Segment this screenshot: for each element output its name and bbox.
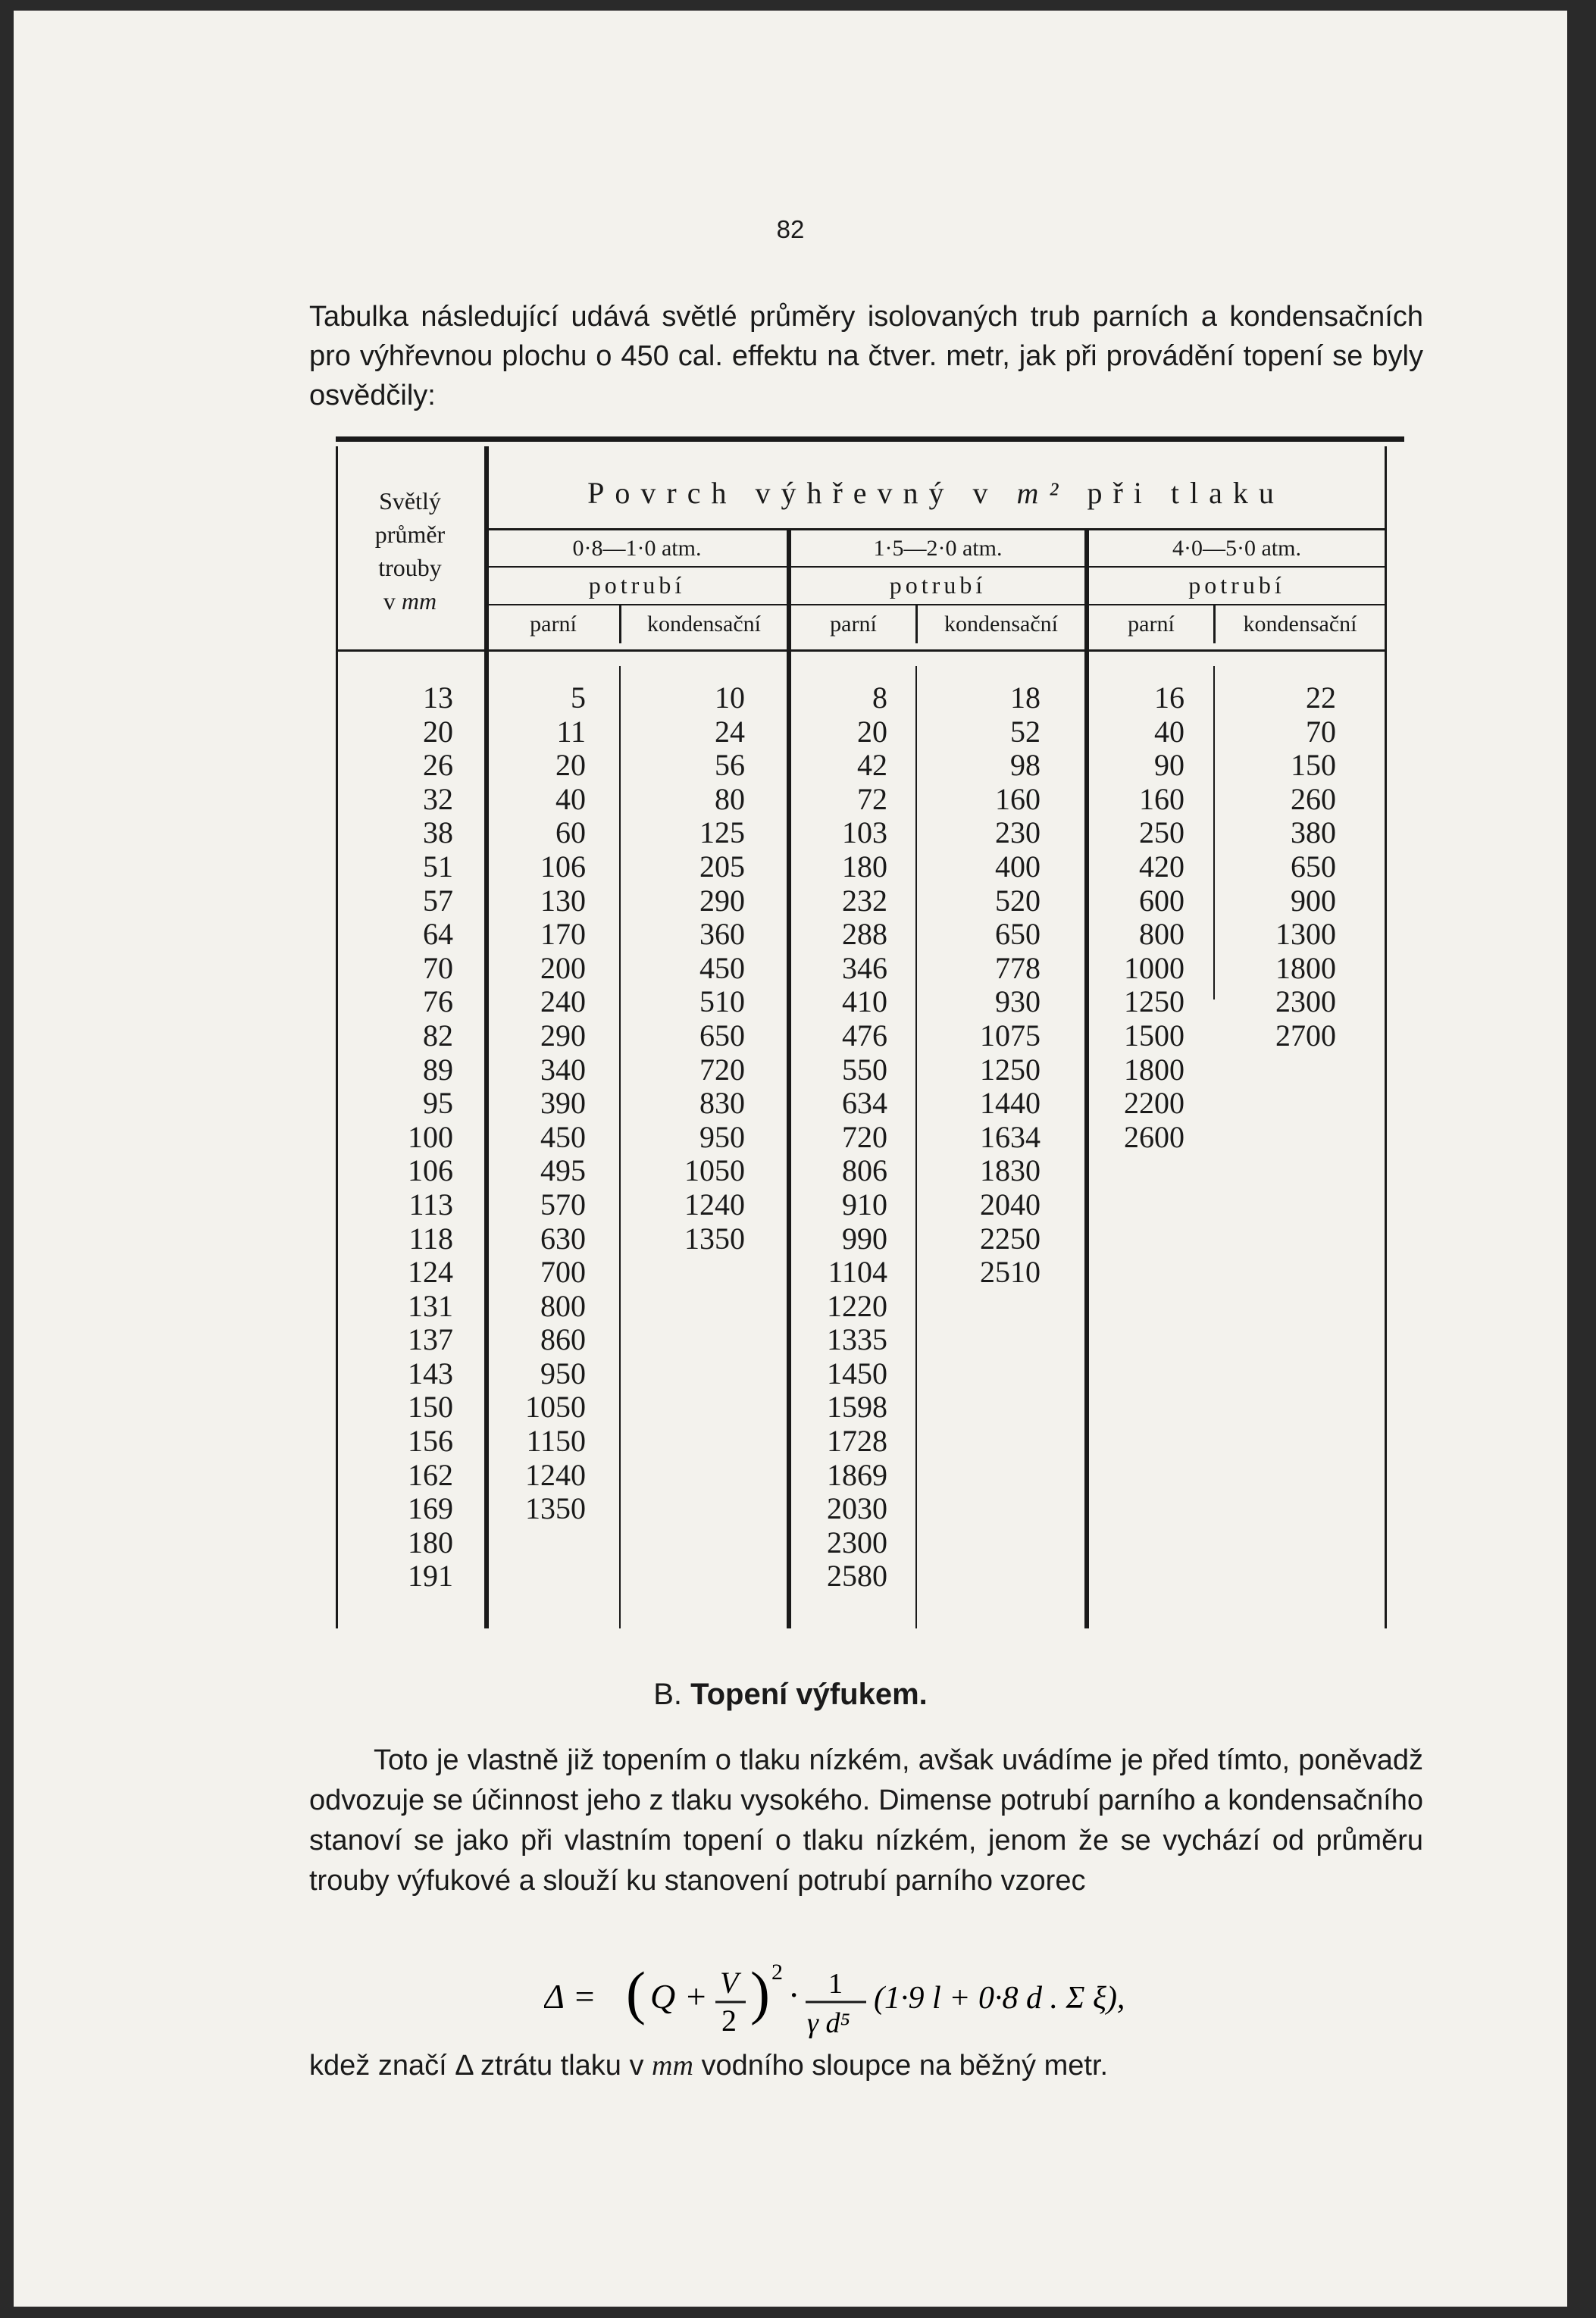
table-cell: 800 (540, 1288, 586, 1323)
pressure-header-2: 1·5—2·0 atm. (873, 536, 1003, 561)
table-cell: 95 (423, 1086, 453, 1121)
table-cell: 930 (995, 984, 1041, 1019)
table-cell: 150 (408, 1390, 453, 1425)
formula-f-den: γ d⁵ (807, 2007, 850, 2039)
table-cell: 191 (408, 1559, 453, 1594)
table-cell: 1240 (684, 1187, 745, 1222)
table-cell: 1598 (827, 1390, 887, 1425)
table-cell: 51 (423, 849, 453, 884)
table-cell: 476 (842, 1018, 887, 1053)
table-cell: 230 (995, 815, 1041, 850)
header-rule-2 (487, 566, 1385, 568)
table-cell: 290 (699, 883, 745, 918)
footer-pre: kdež značí Δ ztrátu tlaku v (309, 2050, 644, 2082)
table-cell: 52 (1010, 714, 1041, 749)
table-cell: 240 (540, 984, 586, 1019)
subheader-kondensacni-3: kondensační (1243, 612, 1357, 637)
table-cell: 1075 (980, 1018, 1041, 1053)
table-cell: 103 (842, 815, 887, 850)
table-cell: 160 (1139, 781, 1184, 816)
table-cell: 2580 (827, 1559, 887, 1594)
table-cell: 170 (540, 917, 586, 952)
table-cell: 180 (842, 849, 887, 884)
formula-v-den: 2 (721, 2004, 737, 2038)
table-cell: 22 (1306, 680, 1336, 715)
table-cell: 60 (555, 815, 586, 850)
formula-tail: (1·9 l + 0·8 d . Σ ξ), (874, 1981, 1125, 2016)
table-cell: 2700 (1275, 1018, 1336, 1053)
table-cell: 1300 (1275, 917, 1336, 952)
table-cell: 82 (423, 1018, 453, 1053)
table-cell: 2250 (980, 1221, 1041, 1256)
table-cell: 720 (699, 1052, 745, 1087)
table-cell: 260 (1291, 781, 1336, 816)
sub-divider-2 (915, 666, 917, 1628)
section-title-text: Topení výfukem. (690, 1678, 928, 1711)
table-cell: 118 (408, 1221, 453, 1256)
table-cell: 1634 (980, 1119, 1041, 1154)
table-border-left (336, 446, 338, 1628)
table-cell: 16 (1154, 680, 1184, 715)
table-cell: 380 (1291, 815, 1336, 850)
table-cell: 900 (1291, 883, 1336, 918)
table-cell: 1240 (525, 1457, 586, 1492)
footer-line (309, 2049, 1423, 2082)
table-top-rule (336, 436, 1404, 442)
formula (544, 1958, 1196, 2041)
pipe-diameter-table (336, 446, 1404, 1628)
formula-q: Q + (650, 1977, 708, 2016)
table-cell: 42 (857, 748, 887, 783)
table-cell: 2200 (1124, 1086, 1184, 1121)
table-cell: 1104 (828, 1255, 887, 1290)
table-cell: 1335 (827, 1322, 887, 1357)
main-header-unit: m² (1016, 476, 1069, 510)
table-cell: 950 (540, 1356, 586, 1390)
left-header-line-1: Světlý (379, 487, 441, 515)
table-cell: 650 (1291, 849, 1336, 884)
table-cell: 150 (1291, 748, 1336, 783)
table-cell: 40 (1154, 714, 1184, 749)
table-cell: 20 (555, 748, 586, 783)
table-cell: 130 (540, 883, 586, 918)
left-header-line-3: trouby (378, 554, 442, 581)
intro-paragraph: Tabulka následující udává světlé průměry isolovaných trub parních a kondensačních pro výhřevnou plochu o 450 cal. effektu na čtver. metr, jak při provádění topení se byly osvědčily: (309, 301, 1423, 411)
table-cell: 2040 (980, 1187, 1041, 1222)
subheader-parni-2: parní (830, 612, 877, 637)
table-cell: 40 (555, 781, 586, 816)
table-cell: 570 (540, 1187, 586, 1222)
body-text: Toto je vlastně již topením o tlaku nízkém, avšak uvádíme je před tímto, poněvadž odvozuje se účinnost jeho z tlaku vysokého. Dimense potrubí parního a kondensačního stanoví se jako při vlastním topení o tlaku nízkém, jenom že se vychází od průměru trouby výfukové a slouží ku stanovení potrubí parního vzorec (309, 1744, 1423, 1897)
col-p3-parni (1109, 681, 1184, 1154)
table-cell: 100 (408, 1119, 453, 1154)
table-cell: 450 (699, 950, 745, 985)
sub-divider-1 (619, 666, 621, 1628)
table-cell: 2510 (980, 1255, 1041, 1290)
table-cell: 778 (995, 950, 1041, 985)
table-cell: 1869 (827, 1457, 887, 1492)
formula-v-num: V (720, 1966, 739, 2000)
table-cell: 113 (408, 1187, 453, 1222)
table-cell: 56 (715, 748, 745, 783)
table-cell: 20 (423, 714, 453, 749)
subheader-parni-3: parní (1128, 612, 1175, 637)
table-cell: 1050 (684, 1153, 745, 1188)
table-cell: 495 (540, 1153, 586, 1188)
table-cell: 72 (857, 781, 887, 816)
table-cell: 200 (540, 950, 586, 985)
table-cell: 13 (423, 680, 453, 715)
potrubi-label-2: potrubí (889, 571, 987, 599)
potrubi-label-1: potrubí (588, 571, 686, 599)
table-cell: 98 (1010, 748, 1041, 783)
col-p2-kondensacni (965, 681, 1041, 1290)
col-diameter (381, 681, 453, 1594)
main-header-suffix: při tlaku (1087, 476, 1285, 510)
table-cell: 1250 (1124, 984, 1184, 1019)
table-cell: 232 (842, 883, 887, 918)
table-border-right (1385, 446, 1387, 1628)
table-cell: 2600 (1124, 1119, 1184, 1154)
table-cell: 630 (540, 1221, 586, 1256)
table-cell: 700 (540, 1255, 586, 1290)
formula-dot: · (788, 1975, 800, 2014)
pressure-header-1: 0·8—1·0 atm. (572, 536, 702, 561)
table-cell: 1728 (827, 1424, 887, 1459)
table-cell: 76 (423, 984, 453, 1019)
table-cell: 1440 (980, 1086, 1041, 1121)
unit-mm: mm (401, 587, 437, 615)
table-cell: 5 (571, 680, 586, 715)
table-cell: 1800 (1275, 950, 1336, 985)
footer-post: vodního sloupce na běžný metr. (701, 2050, 1109, 2082)
table-cell: 2030 (827, 1491, 887, 1526)
table-cell: 143 (408, 1356, 453, 1390)
table-cell: 990 (842, 1221, 887, 1256)
table-cell: 288 (842, 917, 887, 952)
table-cell: 137 (408, 1322, 453, 1357)
table-cell: 2300 (827, 1525, 887, 1559)
table-cell: 340 (540, 1052, 586, 1087)
header-rule-bottom (336, 649, 1387, 652)
table-cell: 390 (540, 1086, 586, 1121)
main-header-text: Povrch výhřevný v (587, 476, 999, 510)
table-cell: 1800 (1124, 1052, 1184, 1087)
section-title (14, 1678, 1567, 1712)
table-cell: 70 (423, 950, 453, 985)
table-cell: 70 (1306, 714, 1336, 749)
pressure-divider-2 (1084, 530, 1089, 1628)
table-cell: 106 (408, 1153, 453, 1188)
table-cell: 90 (1154, 748, 1184, 783)
formula-lhs: Δ = (544, 1977, 596, 2016)
table-cell: 420 (1139, 849, 1184, 884)
table-cell: 11 (556, 714, 586, 749)
subheader-kondensacni-1: kondensační (647, 612, 761, 637)
table-cell: 169 (408, 1491, 453, 1526)
main-header (487, 475, 1385, 511)
table-cell: 89 (423, 1052, 453, 1087)
subheader-parni-1: parní (530, 612, 577, 637)
pressure-divider-1 (787, 530, 791, 1628)
table-cell: 1830 (980, 1153, 1041, 1188)
table-cell: 510 (699, 984, 745, 1019)
table-cell: 860 (540, 1322, 586, 1357)
potrubi-label-3: potrubí (1188, 571, 1285, 599)
table-cell: 10 (715, 680, 745, 715)
pressure-header-3: 4·0—5·0 atm. (1172, 536, 1301, 561)
table-cell: 1350 (684, 1221, 745, 1256)
table-cell: 64 (423, 917, 453, 952)
col-p1-parni (514, 681, 586, 1526)
table-cell: 1500 (1124, 1018, 1184, 1053)
table-cell: 156 (408, 1424, 453, 1459)
left-header-line-4 (336, 584, 484, 618)
table-cell: 57 (423, 883, 453, 918)
table-cell: 131 (408, 1288, 453, 1323)
table-cell: 290 (540, 1018, 586, 1053)
table-cell: 650 (699, 1018, 745, 1053)
table-cell: 806 (842, 1153, 887, 1188)
left-header (336, 484, 484, 618)
col-p1-kondensacni (669, 681, 745, 1256)
table-cell: 634 (842, 1086, 887, 1121)
table-cell: 400 (995, 849, 1041, 884)
col-p3-kondensacni (1259, 681, 1336, 1053)
table-cell: 360 (699, 917, 745, 952)
table-cell: 520 (995, 883, 1041, 918)
table-cell: 1050 (525, 1390, 586, 1425)
table-cell: 720 (842, 1119, 887, 1154)
table-cell: 950 (699, 1119, 745, 1154)
formula-paren-close: ) (750, 1960, 770, 2026)
page (14, 11, 1567, 2307)
sub-divider-3 (1213, 666, 1215, 999)
table-cell: 106 (540, 849, 586, 884)
table-cell: 800 (1139, 917, 1184, 952)
table-cell: 1350 (525, 1491, 586, 1526)
table-cell: 205 (699, 849, 745, 884)
table-cell: 160 (995, 781, 1041, 816)
formula-f-num: 1 (828, 1968, 843, 2000)
table-cell: 910 (842, 1187, 887, 1222)
table-cell: 80 (715, 781, 745, 816)
table-cell: 1150 (526, 1424, 586, 1459)
table-cell: 125 (699, 815, 745, 850)
table-cell: 38 (423, 815, 453, 850)
table-cell: 600 (1139, 883, 1184, 918)
table-cell: 1000 (1124, 950, 1184, 985)
page-number: 82 (776, 215, 805, 243)
table-cell: 250 (1139, 815, 1184, 850)
table-cell: 26 (423, 748, 453, 783)
section-prefix: B. (653, 1678, 682, 1711)
body-paragraph (309, 1741, 1423, 1901)
table-cell: 550 (842, 1052, 887, 1087)
footer-unit: mm (652, 2050, 693, 2082)
table-cell: 8 (872, 680, 887, 715)
header-rule-3 (487, 604, 1385, 605)
col-p2-parni (812, 681, 887, 1594)
formula-svg (544, 1958, 1196, 2041)
unit-prefix: v (383, 587, 396, 615)
header-rule-1 (487, 528, 1385, 530)
table-cell: 20 (857, 714, 887, 749)
table-cell: 1250 (980, 1052, 1041, 1087)
left-header-line-2: průměr (374, 521, 446, 548)
table-cell: 1450 (827, 1356, 887, 1390)
table-cell: 24 (715, 714, 745, 749)
formula-exp: 2 (771, 1960, 783, 1985)
table-cell: 830 (699, 1086, 745, 1121)
table-cell: 450 (540, 1119, 586, 1154)
subheader-kondensacni-2: kondensační (944, 612, 1058, 637)
table-cell: 18 (1010, 680, 1041, 715)
table-cell: 410 (842, 984, 887, 1019)
table-cell: 162 (408, 1457, 453, 1492)
table-cell: 2300 (1275, 984, 1336, 1019)
table-cell: 180 (408, 1525, 453, 1559)
formula-paren-open: ( (626, 1960, 646, 2026)
table-cell: 124 (408, 1255, 453, 1290)
table-cell: 1220 (827, 1288, 887, 1323)
table-cell: 32 (423, 781, 453, 816)
table-cell: 650 (995, 917, 1041, 952)
table-cell: 346 (842, 950, 887, 985)
